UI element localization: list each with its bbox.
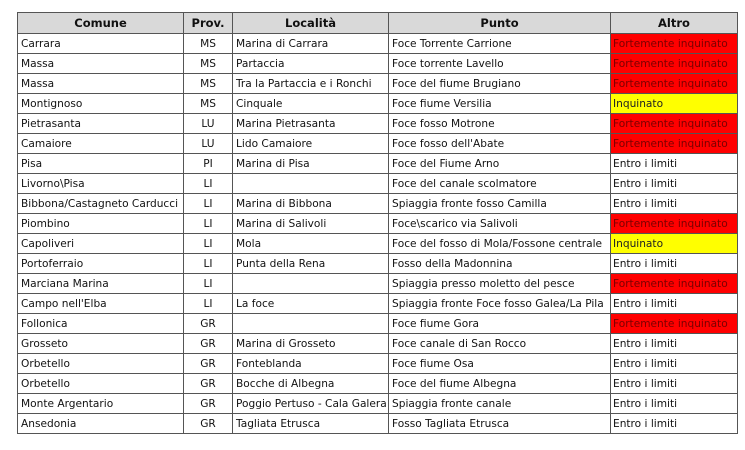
cell-punto: Foce Torrente Carrione <box>389 34 611 54</box>
table-row <box>18 54 738 74</box>
table-row <box>18 314 738 334</box>
cell-prov: GR <box>184 314 233 334</box>
table-header-row <box>18 13 738 34</box>
cell-localita: Tagliata Etrusca <box>233 414 389 434</box>
cell-punto: Foce del fiume Brugiano <box>389 74 611 94</box>
cell-punto: Foce torrente Lavello <box>389 54 611 74</box>
cell-comune: Massa <box>18 74 184 94</box>
cell-punto: Foce\scarico via Salivoli <box>389 214 611 234</box>
table-row <box>18 94 738 114</box>
cell-prov: LI <box>184 274 233 294</box>
cell-localita: Cinquale <box>233 94 389 114</box>
table-row <box>18 114 738 134</box>
cell-altro: Fortemente inquinato <box>611 74 738 94</box>
cell-punto: Foce del Fiume Arno <box>389 154 611 174</box>
cell-comune: Marciana Marina <box>18 274 184 294</box>
cell-punto: Foce fosso Motrone <box>389 114 611 134</box>
cell-altro: Fortemente inquinato <box>611 214 738 234</box>
header-prov: Prov. <box>184 13 233 34</box>
cell-prov: MS <box>184 94 233 114</box>
cell-comune: Pisa <box>18 154 184 174</box>
cell-comune: Campo nell'Elba <box>18 294 184 314</box>
table-row <box>18 394 738 414</box>
cell-prov: GR <box>184 394 233 414</box>
table-row <box>18 354 738 374</box>
cell-altro: Inquinato <box>611 94 738 114</box>
cell-punto: Fosso Tagliata Etrusca <box>389 414 611 434</box>
cell-prov: LU <box>184 114 233 134</box>
header-localita: Località <box>233 13 389 34</box>
cell-localita: Marina di Carrara <box>233 34 389 54</box>
cell-altro: Fortemente inquinato <box>611 314 738 334</box>
table-row <box>18 74 738 94</box>
cell-comune: Follonica <box>18 314 184 334</box>
cell-punto: Foce fiume Versilia <box>389 94 611 114</box>
table-row <box>18 414 738 434</box>
cell-comune: Orbetello <box>18 354 184 374</box>
cell-localita: Lido Camaiore <box>233 134 389 154</box>
table-row <box>18 334 738 354</box>
cell-prov: LU <box>184 134 233 154</box>
cell-altro: Entro i limiti <box>611 194 738 214</box>
cell-localita: Marina di Pisa <box>233 154 389 174</box>
cell-comune: Monte Argentario <box>18 394 184 414</box>
cell-prov: MS <box>184 74 233 94</box>
cell-comune: Livorno\Pisa <box>18 174 184 194</box>
cell-prov: MS <box>184 34 233 54</box>
water-quality-table <box>17 12 738 434</box>
cell-altro: Entro i limiti <box>611 174 738 194</box>
header-punto: Punto <box>389 13 611 34</box>
cell-localita: Mola <box>233 234 389 254</box>
cell-prov: GR <box>184 334 233 354</box>
cell-localita: La foce <box>233 294 389 314</box>
table-row <box>18 174 738 194</box>
cell-comune: Pietrasanta <box>18 114 184 134</box>
cell-altro: Fortemente inquinato <box>611 274 738 294</box>
cell-punto: Fosso della Madonnina <box>389 254 611 274</box>
cell-punto: Foce fiume Osa <box>389 354 611 374</box>
cell-localita: Marina di Bibbona <box>233 194 389 214</box>
table-row <box>18 234 738 254</box>
cell-punto: Spiaggia fronte fosso Camilla <box>389 194 611 214</box>
cell-comune: Grosseto <box>18 334 184 354</box>
header-altro: Altro <box>611 13 738 34</box>
cell-comune: Bibbona/Castagneto Carducci <box>18 194 184 214</box>
cell-comune: Carrara <box>18 34 184 54</box>
cell-punto: Spiaggia presso moletto del pesce <box>389 274 611 294</box>
cell-punto: Spiaggia fronte Foce fosso Galea/La Pila <box>389 294 611 314</box>
cell-punto: Foce del fosso di Mola/Fossone centrale <box>389 234 611 254</box>
cell-localita: Marina di Salivoli <box>233 214 389 234</box>
water-quality-table-container <box>17 12 737 434</box>
cell-prov: LI <box>184 214 233 234</box>
cell-prov: MS <box>184 54 233 74</box>
cell-localita <box>233 314 389 334</box>
cell-punto: Spiaggia fronte canale <box>389 394 611 414</box>
cell-localita: Tra la Partaccia e i Ronchi <box>233 74 389 94</box>
cell-localita: Bocche di Albegna <box>233 374 389 394</box>
cell-localita <box>233 174 389 194</box>
cell-altro: Inquinato <box>611 234 738 254</box>
cell-comune: Massa <box>18 54 184 74</box>
cell-prov: LI <box>184 194 233 214</box>
table-row <box>18 154 738 174</box>
cell-prov: LI <box>184 254 233 274</box>
cell-punto: Foce fiume Gora <box>389 314 611 334</box>
cell-comune: Piombino <box>18 214 184 234</box>
cell-prov: LI <box>184 234 233 254</box>
cell-localita: Marina Pietrasanta <box>233 114 389 134</box>
cell-comune: Montignoso <box>18 94 184 114</box>
cell-altro: Entro i limiti <box>611 414 738 434</box>
cell-localita: Partaccia <box>233 54 389 74</box>
table-row <box>18 294 738 314</box>
cell-punto: Foce del canale scolmatore <box>389 174 611 194</box>
cell-altro: Entro i limiti <box>611 394 738 414</box>
cell-prov: PI <box>184 154 233 174</box>
cell-localita <box>233 274 389 294</box>
cell-prov: GR <box>184 374 233 394</box>
cell-prov: GR <box>184 354 233 374</box>
cell-prov: LI <box>184 294 233 314</box>
cell-comune: Portoferraio <box>18 254 184 274</box>
table-row <box>18 34 738 54</box>
cell-altro: Entro i limiti <box>611 294 738 314</box>
cell-comune: Camaiore <box>18 134 184 154</box>
cell-altro: Fortemente inquinato <box>611 114 738 134</box>
cell-altro: Entro i limiti <box>611 154 738 174</box>
table-row <box>18 374 738 394</box>
table-row <box>18 254 738 274</box>
cell-prov: GR <box>184 414 233 434</box>
cell-altro: Entro i limiti <box>611 354 738 374</box>
cell-localita: Fonteblanda <box>233 354 389 374</box>
cell-altro: Fortemente inquinato <box>611 134 738 154</box>
table-row <box>18 194 738 214</box>
cell-altro: Entro i limiti <box>611 374 738 394</box>
cell-localita: Marina di Grosseto <box>233 334 389 354</box>
cell-altro: Entro i limiti <box>611 334 738 354</box>
table-row <box>18 214 738 234</box>
cell-punto: Foce del fiume Albegna <box>389 374 611 394</box>
cell-altro: Entro i limiti <box>611 254 738 274</box>
cell-altro: Fortemente inquinato <box>611 54 738 74</box>
table-row <box>18 274 738 294</box>
cell-altro: Fortemente inquinato <box>611 34 738 54</box>
table-row <box>18 134 738 154</box>
table-body <box>18 34 738 434</box>
cell-localita: Poggio Pertuso - Cala Galera <box>233 394 389 414</box>
cell-punto: Foce canale di San Rocco <box>389 334 611 354</box>
cell-punto: Foce fosso dell'Abate <box>389 134 611 154</box>
cell-localita: Punta della Rena <box>233 254 389 274</box>
cell-comune: Orbetello <box>18 374 184 394</box>
cell-prov: LI <box>184 174 233 194</box>
cell-comune: Ansedonia <box>18 414 184 434</box>
cell-comune: Capoliveri <box>18 234 184 254</box>
header-comune: Comune <box>18 13 184 34</box>
